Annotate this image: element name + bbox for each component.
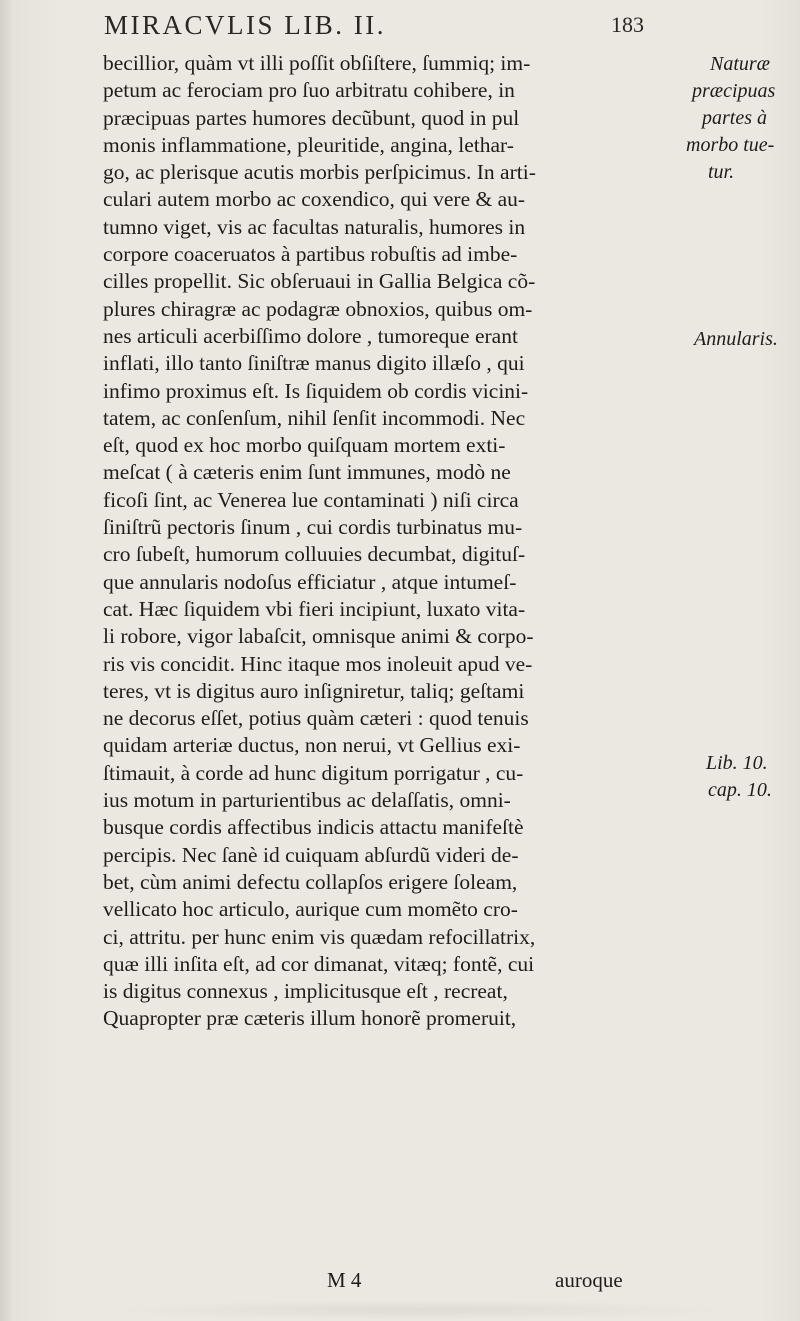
text-line: li robore, vigor labaſcit, omnisque animi & corpo-	[103, 624, 534, 649]
text-line: vellicato hoc articulo, aurique cum momẽto cro-	[103, 897, 518, 922]
text-line: ne decorus eſſet, potius quàm cæteri : quod tenuis	[103, 706, 529, 731]
text-line: corpore coaceruatos à partibus robuſtis ad imbe-	[103, 242, 518, 267]
text-line: busque cordis affectibus indicis attactu manifeſtè	[103, 815, 524, 840]
marginal-note: tur.	[708, 161, 735, 183]
text-line: petum ac ferociam pro ſuo arbitratu cohibere, in	[103, 78, 515, 103]
text-line: meſcat ( à cæteris enim ſunt immunes, modò ne	[103, 460, 511, 485]
page-number: 183	[611, 12, 644, 37]
marginal-note: cap. 10.	[708, 779, 772, 801]
text-line: ficoſi ſint, ac Venerea lue contaminati ) niſi circa	[103, 487, 519, 512]
text-line: cro ſubeſt, humorum colluuies decumbat, digituſ-	[103, 542, 526, 567]
text-line: ius motum in parturientibus ac delaſſatis, omni-	[103, 788, 511, 813]
text-line: tumno viget, vis ac facultas naturalis, humores in	[103, 214, 526, 239]
text-line: becillior, quàm vt illi poſſit obſiſtere, ſummiq; im-	[103, 51, 531, 75]
page-footer	[0, 1268, 800, 1298]
text-line: quidam arteriæ ductus, non nerui, vt Gellius exi-	[103, 733, 521, 758]
text-line: plures chiragræ ac podagræ obnoxios, quibus om-	[103, 296, 533, 321]
text-line: teres, vt is digitus auro inſigniretur, taliq; geſtami	[103, 678, 525, 703]
marginal-note: præcipuas	[692, 80, 776, 102]
page-gutter-shadow	[0, 0, 14, 1321]
text-line: que annularis nodoſus efficiatur , atque intumeſ-	[103, 569, 517, 594]
text-line: is digitus connexus , implicitusque eſt , recreat,	[103, 979, 508, 1004]
paper-stain	[100, 1300, 740, 1320]
running-head-title: MIRACVLIS LIB. II.	[104, 10, 386, 40]
text-line: cilles propellit. Sic obſeruaui in Gallia Belgica cõ-	[103, 269, 536, 294]
text-line: Quapropter præ cæteris illum honorẽ promeruit,	[103, 1006, 517, 1031]
marginal-note: partes à	[702, 107, 767, 129]
text-line: ris vis concidit. Hinc itaque mos inoleuit apud ve-	[103, 651, 533, 676]
text-line: præcipuas partes humores decũbunt, quod in pul	[103, 105, 520, 130]
running-head	[104, 10, 644, 44]
text-line: go, ac plerisque acutis morbis perſpicimus. In arti-	[103, 160, 536, 185]
marginal-note: Annularis.	[694, 328, 778, 350]
text-line: cat. Hæc ſiquidem vbi fieri incipiunt, luxato vita-	[103, 596, 526, 621]
text-line: monis inflammatione, pleuritide, angina, lethar-	[103, 132, 514, 157]
marginal-note: morbo tue-	[686, 134, 775, 156]
signature-mark: M 4	[327, 1268, 362, 1292]
text-line: eſt, quod ex hoc morbo quiſquam mortem exti-	[103, 433, 506, 458]
text-line: culari autem morbo ac coxendico, qui vere & au-	[103, 187, 526, 212]
text-line: ſiniſtrũ pectoris ſinum , cui cordis turbinatus mu-	[103, 515, 523, 540]
text-line: bet, cùm animi defectu collapſos erigere ſoleam,	[103, 869, 518, 894]
main-text-block	[103, 50, 703, 1033]
text-line: quæ illi inſita eſt, ad cor dimanat, vitæq; fontẽ, cui	[103, 951, 535, 976]
text-line: percipis. Nec ſanè id cuiquam abſurdũ videri de-	[103, 842, 519, 867]
catchword: auroque	[555, 1268, 623, 1292]
text-line: nes articuli acerbiſſimo dolore , tumoreque erant	[103, 323, 518, 348]
text-line: inflati, illo tanto ſiniſtræ manus digito illæſo , qui	[103, 351, 525, 376]
text-line: tatem, ac conſenſum, nihil ſenſit incommodi. Nec	[103, 405, 526, 430]
text-line: ſtimauit, à corde ad hunc digitum porrigatur , cu-	[103, 760, 524, 785]
text-line: ci, attritu. per hunc enim vis quædam refocillatrix,	[103, 924, 536, 949]
marginal-note: Lib. 10.	[706, 752, 768, 774]
text-line: infimo proximus eſt. Is ſiquidem ob cordis vicini-	[103, 378, 529, 403]
marginal-note: Naturæ	[710, 53, 771, 75]
